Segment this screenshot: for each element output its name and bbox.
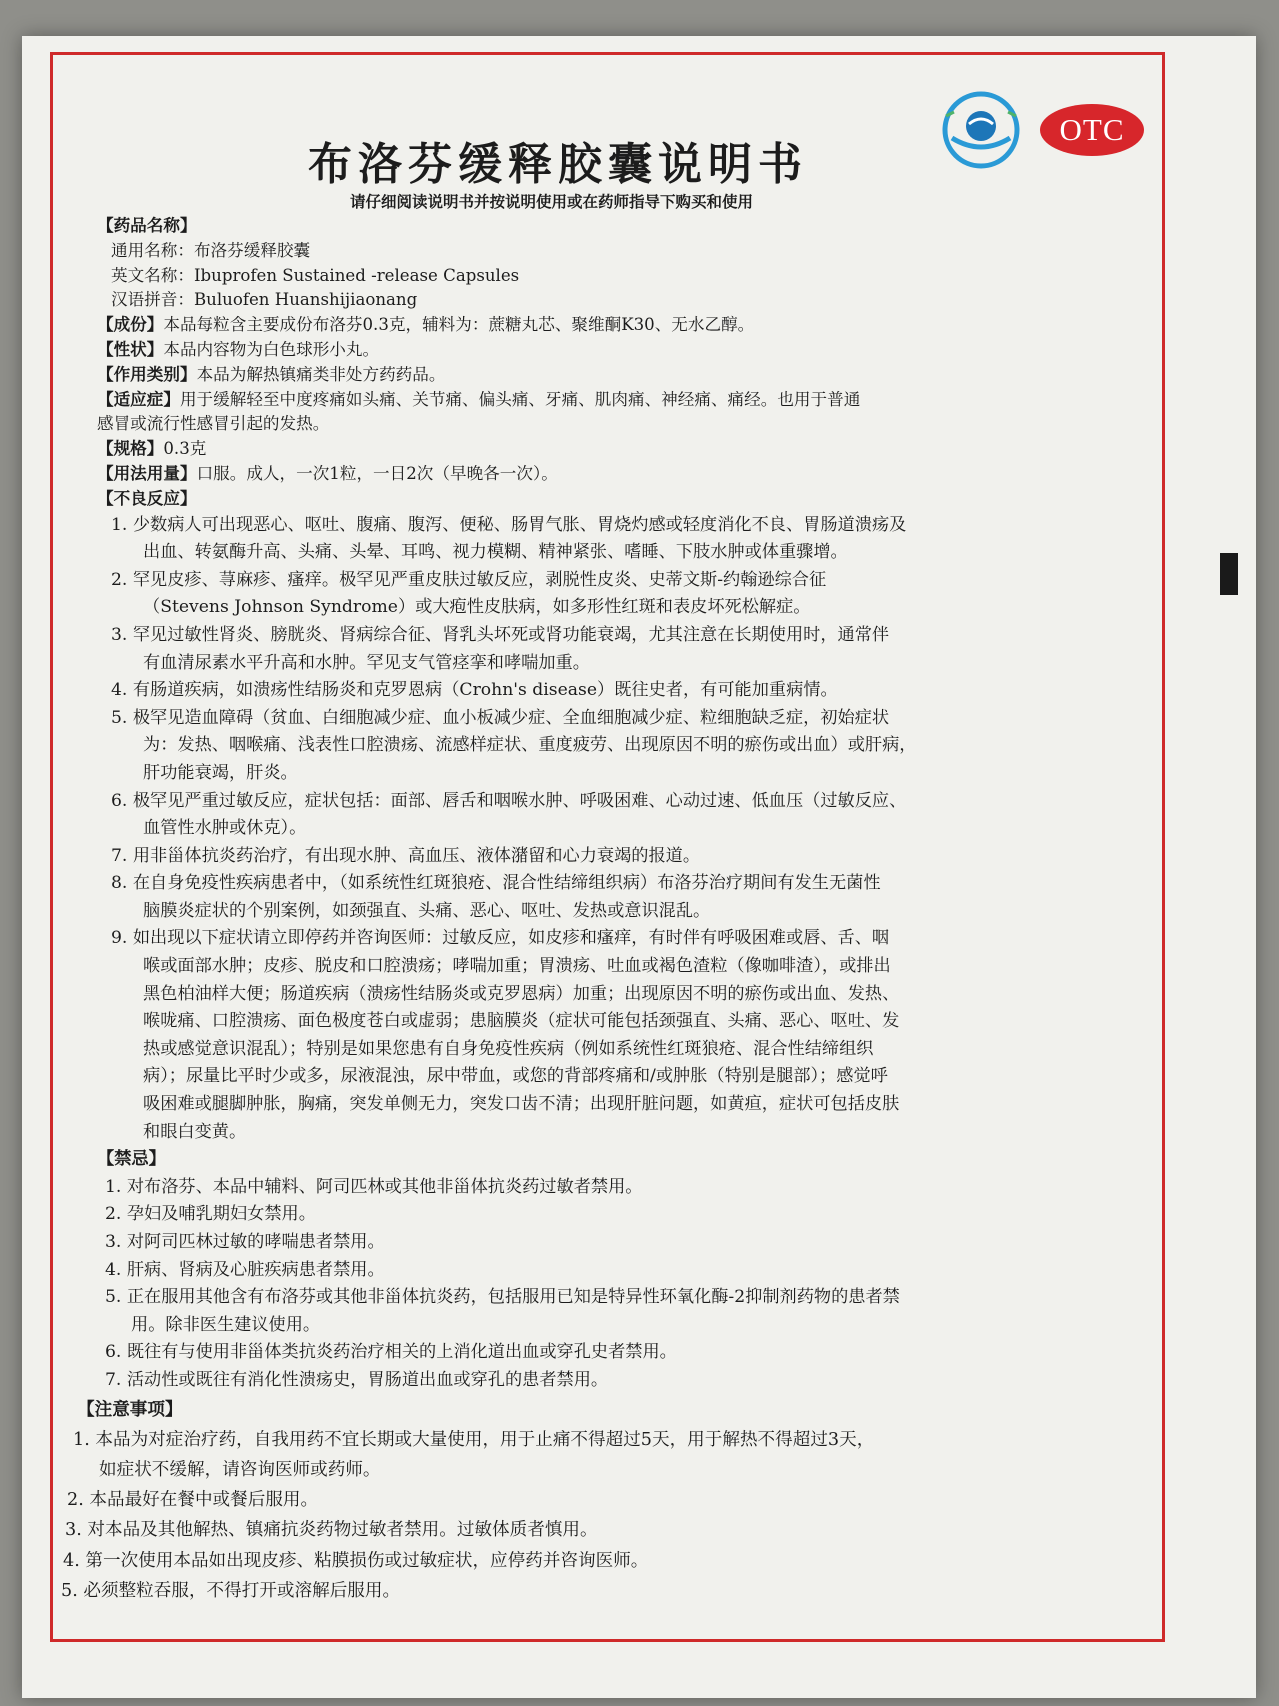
leaflet-body [61, 214, 1157, 1606]
ingredients-row: 【成份】本品每粒含主要成份布洛芬0.3克，辅料为：蔗糖丸芯、聚维酮K30、无水乙醇。 [97, 315, 755, 335]
appearance-row: 【性状】本品内容物为白色球形小丸。 [97, 339, 380, 359]
adverse-line: 病）；尿量比平时少或多，尿液混浊，尿中带血，或您的背部疼痛和/或肿胀（特别是腿部）；感觉呼 [143, 1066, 888, 1087]
adverse-line: 2. 罕见皮疹、荨麻疹、瘙痒。极罕见严重皮肤过敏反应，剥脱性皮炎、史蒂文斯-约翰逊综合征 [111, 569, 827, 590]
dosage-row: 【用法用量】口服。成人，一次1粒，一日2次（早晚各一次）。 [97, 463, 558, 483]
adverse-line: 1. 少数病人可出现恶心、呕吐、腹痛、腹泻、便秘、肠胃气胀、胃烧灼感或轻度消化不良、胃肠道溃疡及 [111, 514, 907, 535]
section-heading-adverse: 【不良反应】 [97, 488, 197, 508]
page-title: 布洛芬缓释胶囊说明书 [308, 139, 808, 190]
adverse-line: 脑膜炎症状的个别案例，如颈强直、头痛、恶心、呕吐、发热或意识混乱。 [143, 900, 711, 921]
adverse-line: 6. 极罕见严重过敏反应，症状包括：面部、唇舌和咽喉水肿、呼吸困难、心动过速、低血压（过敏反应、 [111, 790, 907, 811]
quality-seal-icon [938, 86, 1024, 172]
precaution-line: 如症状不缓解，请咨询医师或药师。 [99, 1459, 381, 1480]
precaution-line: 3. 对本品及其他解热、镇痛抗炎药物过敏者禁用。过敏体质者慎用。 [65, 1520, 598, 1541]
contraindication-line: 2. 孕妇及哺乳期妇女禁用。 [105, 1204, 316, 1225]
adverse-line: 7. 用非甾体抗炎药治疗，有出现水肿、高血压、液体潴留和心力衰竭的报道。 [111, 845, 701, 866]
pinyin-name: 汉语拼音：Buluofen Huanshijiaonang [111, 290, 418, 310]
adverse-line: 为：发热、咽喉痛、浅表性口腔溃疡、流感样症状、重度疲劳、出现原因不明的瘀伤或出血）或肝病， [143, 735, 917, 756]
indications-row: 【适应症】用于缓解轻至中度疼痛如头痛、关节痛、偏头痛、牙痛、肌肉痛、神经痛、痛经。也用于普通 [97, 389, 861, 409]
adverse-line: 肝功能衰竭，肝炎。 [143, 762, 298, 783]
generic-name: 通用名称：布洛芬缓释胶囊 [111, 240, 311, 260]
english-name: 英文名称：Ibuprofen Sustained -release Capsules [111, 265, 520, 285]
page-subtitle: 请仔细阅读说明书并按说明使用或在药师指导下购买和使用 [350, 193, 754, 211]
adverse-line: 喉咙痛、口腔溃疡、面色极度苍白或虚弱；患脑膜炎（症状可能包括颈强直、头痛、恶心、呕吐、发 [143, 1011, 900, 1032]
adverse-line: （Stevens Johnson Syndrome）或大疱性皮肤病，如多形性红斑和表皮坏死松解症。 [143, 597, 811, 618]
adverse-line: 喉或面部水肿；皮疹、脱皮和口腔溃疡；哮喘加重；胃溃疡、吐血或褐色渣粒（像咖啡渣），或排出 [143, 956, 891, 977]
precaution-line: 2. 本品最好在餐中或餐后服用。 [67, 1490, 319, 1511]
section-heading-drug-name: 【药品名称】 [97, 216, 197, 235]
adverse-line: 9. 如出现以下症状请立即停药并咨询医师：过敏反应，如皮疹和瘙痒，有时伴有呼吸困难或唇、舌、咽 [111, 928, 890, 949]
adverse-line: 和眼白变黄。 [143, 1121, 247, 1142]
contraindication-line: 5. 正在服用其他含有布洛芬或其他非甾体抗炎药，包括服用已知是特异性环氧化酶-2抑制剂药物的患者禁 [105, 1287, 900, 1308]
contraindication-line: 6. 既往有与使用非甾体类抗炎药治疗相关的上消化道出血或穿孔史者禁用。 [105, 1342, 677, 1363]
adverse-line: 有血清尿素水平升高和水肿。罕见支气管痉挛和哮喘加重。 [143, 652, 590, 673]
contraindication-line: 3. 对阿司匹林过敏的哮喘患者禁用。 [105, 1232, 385, 1252]
precaution-line: 1. 本品为对症治疗药，自我用药不宜长期或大量使用，用于止痛不得超过5天，用于解热不得超过3天， [73, 1429, 875, 1450]
contraindication-line: 1. 对布洛芬、本品中辅料、阿司匹林或其他非甾体抗炎药过敏者禁用。 [105, 1176, 643, 1197]
indications-row-continued: 感冒或流行性感冒引起的发热。 [97, 414, 330, 434]
contraindication-line: 4. 肝病、肾病及心脏疾病患者禁用。 [105, 1259, 385, 1280]
adverse-line: 5. 极罕见造血障碍（贫血、白细胞减少症、血小板减少症、全血细胞减少症、粒细胞缺乏症，初始症状 [111, 707, 890, 728]
adverse-line: 出血、转氨酶升高、头痛、头晕、耳鸣、视力模糊、精神紧张、嗜睡、下肢水肿或体重骤增。 [143, 542, 848, 563]
adverse-line: 血管性水肿或休克）。 [143, 818, 307, 839]
adverse-line: 吸困难或腿脚肿胀，胸痛，突发单侧无力，突发口齿不清；出现肝脏问题，如黄疸，症状可包括皮肤 [143, 1094, 900, 1115]
edge-marker [1220, 553, 1238, 595]
adverse-line: 4. 有肠道疾病，如溃疡性结肠炎和克罗恩病（Crohn's disease）既往史者，有可能加重病情。 [111, 680, 838, 701]
adverse-line: 3. 罕见过敏性肾炎、膀胱炎、肾病综合征、肾乳头坏死或肾功能衰竭，尤其注意在长期使用时，通常伴 [111, 624, 890, 645]
adverse-line: 热或感觉意识混乱）；特别是如果您患有自身免疫性疾病（例如系统性红斑狼疮、混合性结缔组织 [143, 1038, 874, 1059]
otc-badge: OTC [1040, 104, 1144, 156]
section-heading-precautions: 【注意事项】 [77, 1399, 183, 1420]
category-row: 【作用类别】本品为解热镇痛类非处方药药品。 [97, 364, 446, 384]
precaution-line: 5. 必须整粒吞服，不得打开或溶解后服用。 [61, 1580, 401, 1601]
precaution-line: 4. 第一次使用本品如出现皮疹、粘膜损伤或过敏症状，应停药并咨询医师。 [63, 1550, 649, 1571]
adverse-line: 黑色柏油样大便；肠道疾病（溃疡性结肠炎或克罗恩病）加重；出现原因不明的瘀伤或出血、发热、 [143, 983, 900, 1004]
adverse-line: 8. 在自身免疫性疾病患者中，（如系统性红斑狼疮、混合性结缔组织病）布洛芬治疗期间有发生无菌性 [111, 873, 881, 894]
spec-row: 【规格】0.3克 [97, 439, 207, 459]
contraindication-line: 7. 活动性或既往有消化性溃疡史，胃肠道出血或穿孔的患者禁用。 [105, 1369, 609, 1390]
section-heading-contraindications: 【禁忌】 [97, 1149, 166, 1170]
contraindication-line: 用。除非医生建议使用。 [131, 1314, 321, 1335]
